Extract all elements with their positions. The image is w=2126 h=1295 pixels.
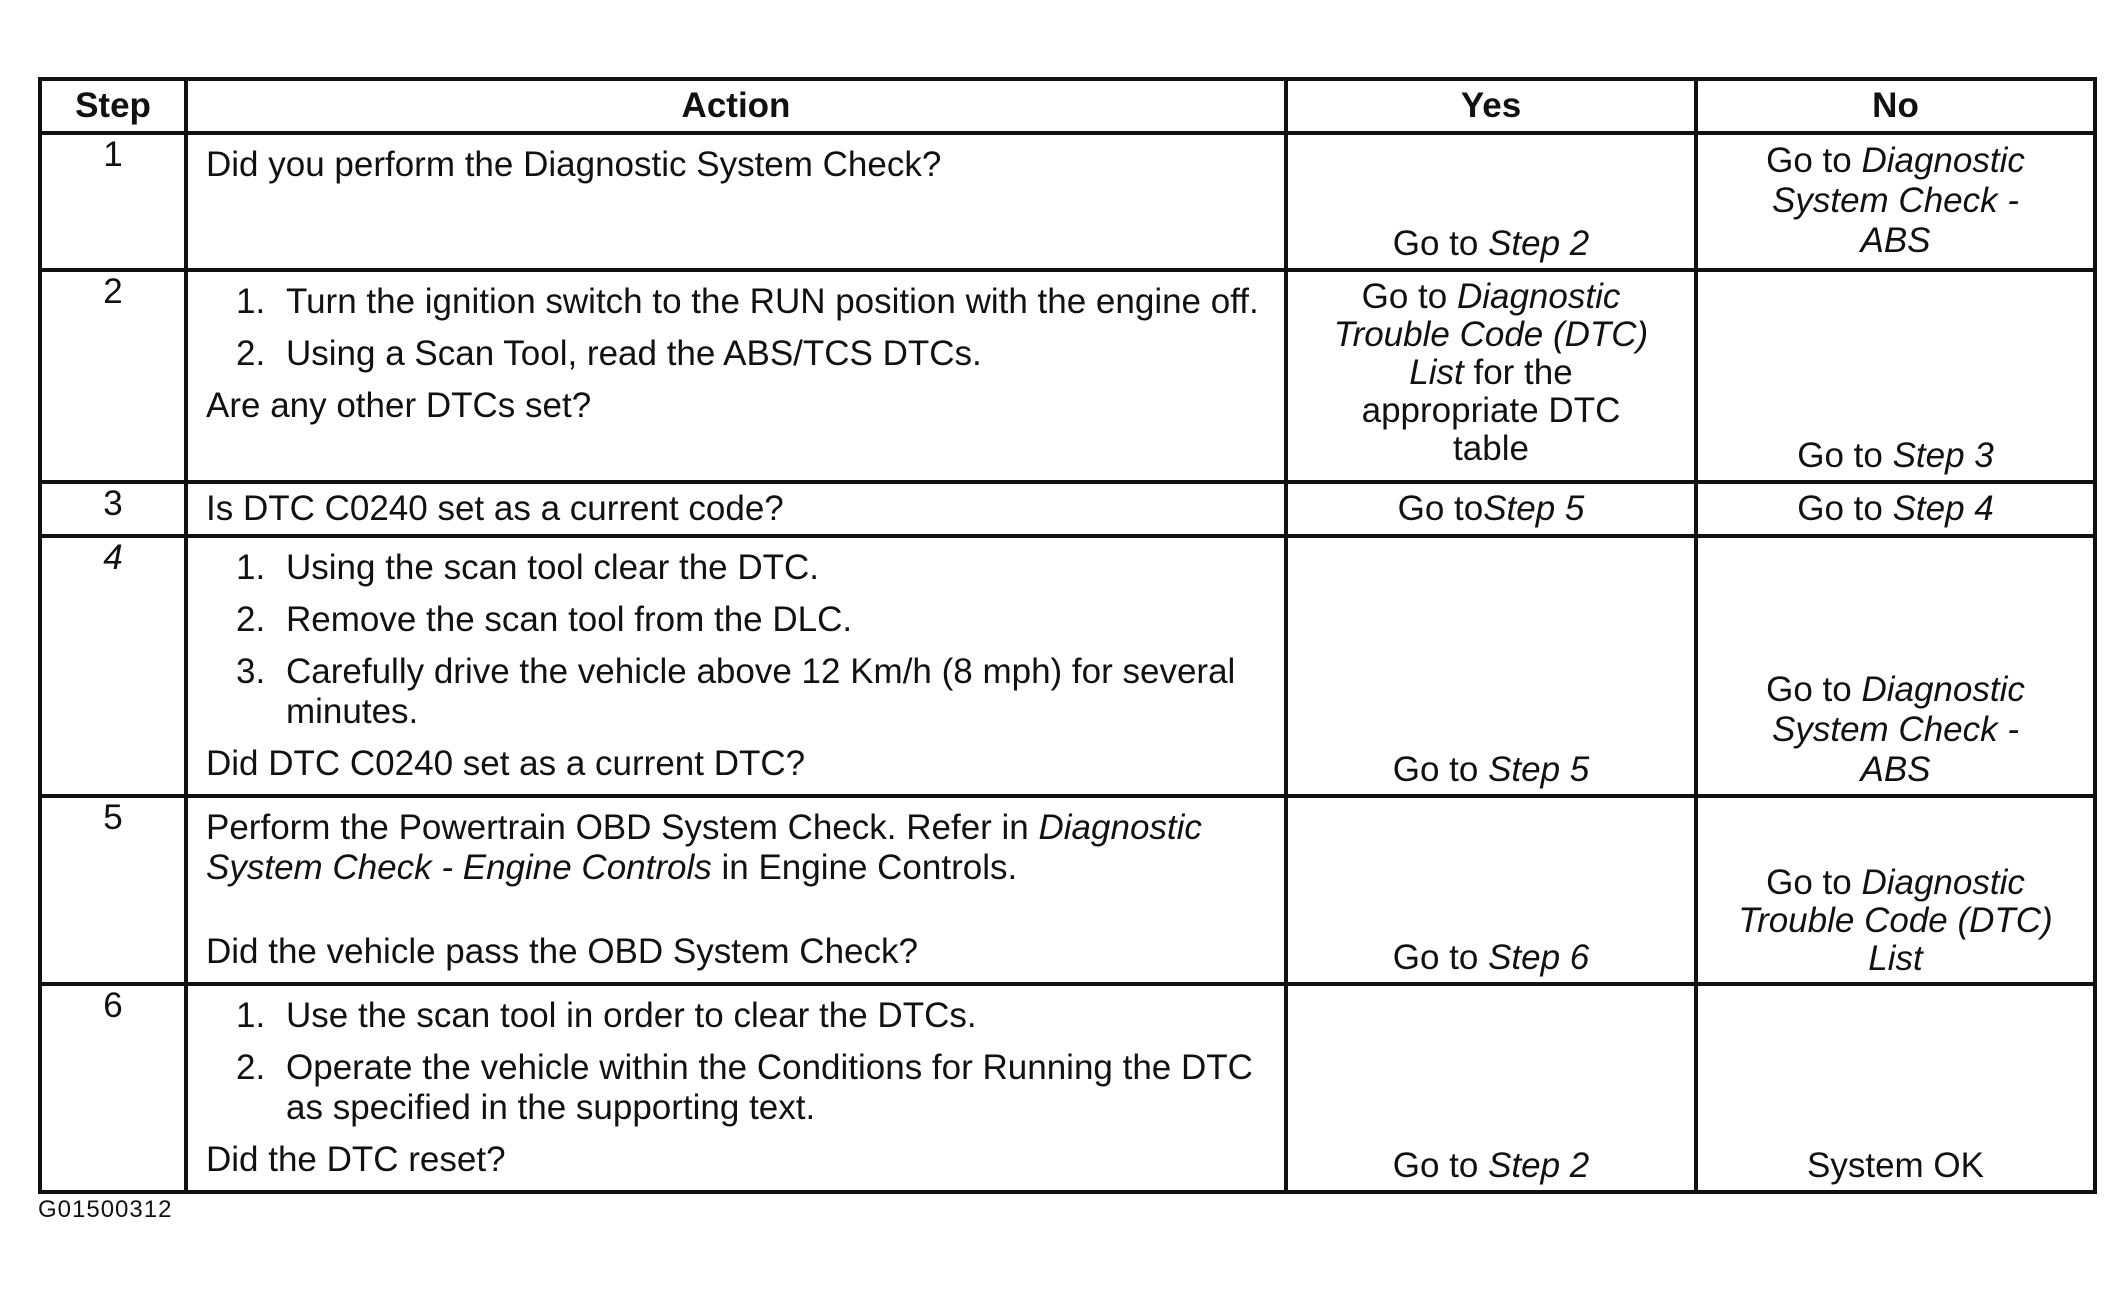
yes-cell [1286, 984, 1696, 1192]
action-question: Did you perform the Diagnostic System Check? [206, 145, 942, 184]
action-cell [186, 536, 1286, 796]
action-cell [186, 482, 1286, 536]
no-cell [1696, 796, 2095, 984]
table-row [40, 482, 2095, 536]
action-paragraph: Perform the Powertrain OBD System Check. Refer in Diagnostic System Check - Engine Controls in Engine Controls. [206, 808, 1202, 887]
action-list [206, 282, 1266, 374]
no-text: Go to Diagnostic System Check - ABS [1766, 670, 2025, 789]
no-cell [1696, 482, 2095, 536]
figure-id: G01500312 [38, 1196, 173, 1223]
step-number: 3 [40, 482, 186, 536]
step-reference: Step 6 [1488, 938, 1590, 977]
no-cell [1696, 536, 2095, 796]
yes-cell [1286, 270, 1696, 482]
step-reference: Step 2 [1488, 224, 1590, 263]
step-number: 4 [40, 536, 186, 796]
action-question: Did DTC C0240 set as a current DTC? [206, 744, 806, 783]
action-question: Did the vehicle pass the OBD System Check? [206, 932, 918, 971]
step-number: 1 [40, 133, 186, 270]
action-question: Is DTC C0240 set as a current code? [206, 489, 784, 528]
header-yes: Yes [1286, 79, 1696, 133]
no-cell [1696, 984, 2095, 1192]
no-text: Go to Step 3 [1797, 436, 1994, 475]
header-action: Action [186, 79, 1286, 133]
no-text: Go to Diagnostic Trouble Code (DTC) List [1738, 863, 2053, 978]
diagnostic-table [38, 77, 2097, 1194]
yes-cell [1286, 133, 1696, 270]
reference-link: Diagnostic System Check - Engine Controls [206, 808, 1202, 887]
yes-text: Go toStep 5 [1397, 489, 1585, 528]
yes-text: Go to Diagnostic Trouble Code (DTC) List for the appropriate DTC table [1333, 277, 1649, 468]
yes-text: Go to Step 5 [1392, 750, 1590, 789]
no-text: Go to Step 4 [1797, 489, 1994, 528]
yes-text: Go to Step 2 [1392, 224, 1590, 263]
step-reference: Step 2 [1488, 1146, 1590, 1185]
yes-text: Go to Step 2 [1392, 1146, 1590, 1185]
yes-cell [1286, 482, 1696, 536]
action-cell [186, 984, 1286, 1192]
table-row [40, 270, 2095, 482]
list-item: 2. Using a Scan Tool, read the ABS/TCS DTCs. [236, 334, 982, 373]
list-item: 2. Operate the vehicle within the Conditions for Running the DTC as specified in the supporting text. [236, 1048, 1253, 1127]
step-reference: Step 5 [1483, 489, 1585, 528]
no-text: System OK [1807, 1146, 1984, 1185]
action-question: Are any other DTCs set? [206, 386, 592, 425]
step-reference: Step 5 [1488, 750, 1590, 789]
header-row [40, 79, 2095, 133]
action-cell [186, 796, 1286, 984]
header-step: Step [40, 79, 186, 133]
list-item: 1. Using the scan tool clear the DTC. [236, 548, 820, 587]
reference-link: Diagnostic Trouble Code (DTC) List [1333, 277, 1649, 392]
table-row [40, 536, 2095, 796]
list-item: 1. Turn the ignition switch to the RUN position with the engine off. [236, 282, 1259, 321]
list-item: 2. Remove the scan tool from the DLC. [236, 600, 853, 639]
action-list [206, 996, 1266, 1128]
no-cell [1696, 133, 2095, 270]
reference-link: Diagnostic System Check - ABS [1772, 141, 2025, 260]
no-text: Go to Diagnostic System Check - ABS [1766, 141, 2025, 260]
step-number: 2 [40, 270, 186, 482]
action-list [206, 548, 1266, 732]
table-row [40, 133, 2095, 270]
reference-link: Diagnostic System Check - ABS [1772, 670, 2025, 789]
yes-cell [1286, 796, 1696, 984]
header-no: No [1696, 79, 2095, 133]
table-row [40, 984, 2095, 1192]
step-number: 5 [40, 796, 186, 984]
step-number: 6 [40, 984, 186, 1192]
action-cell [186, 133, 1286, 270]
step-reference: Step 4 [1892, 489, 1994, 528]
list-item: 3. Carefully drive the vehicle above 12 Km/h (8 mph) for several minutes. [236, 652, 1236, 731]
action-question: Did the DTC reset? [206, 1140, 506, 1179]
step-reference: Step 3 [1892, 436, 1994, 475]
yes-text: Go to Step 6 [1392, 938, 1590, 977]
reference-link: Diagnostic Trouble Code (DTC) List [1738, 863, 2053, 978]
no-cell [1696, 270, 2095, 482]
action-cell [186, 270, 1286, 482]
table-row [40, 796, 2095, 984]
yes-cell [1286, 536, 1696, 796]
list-item: 1. Use the scan tool in order to clear the DTCs. [236, 996, 977, 1035]
